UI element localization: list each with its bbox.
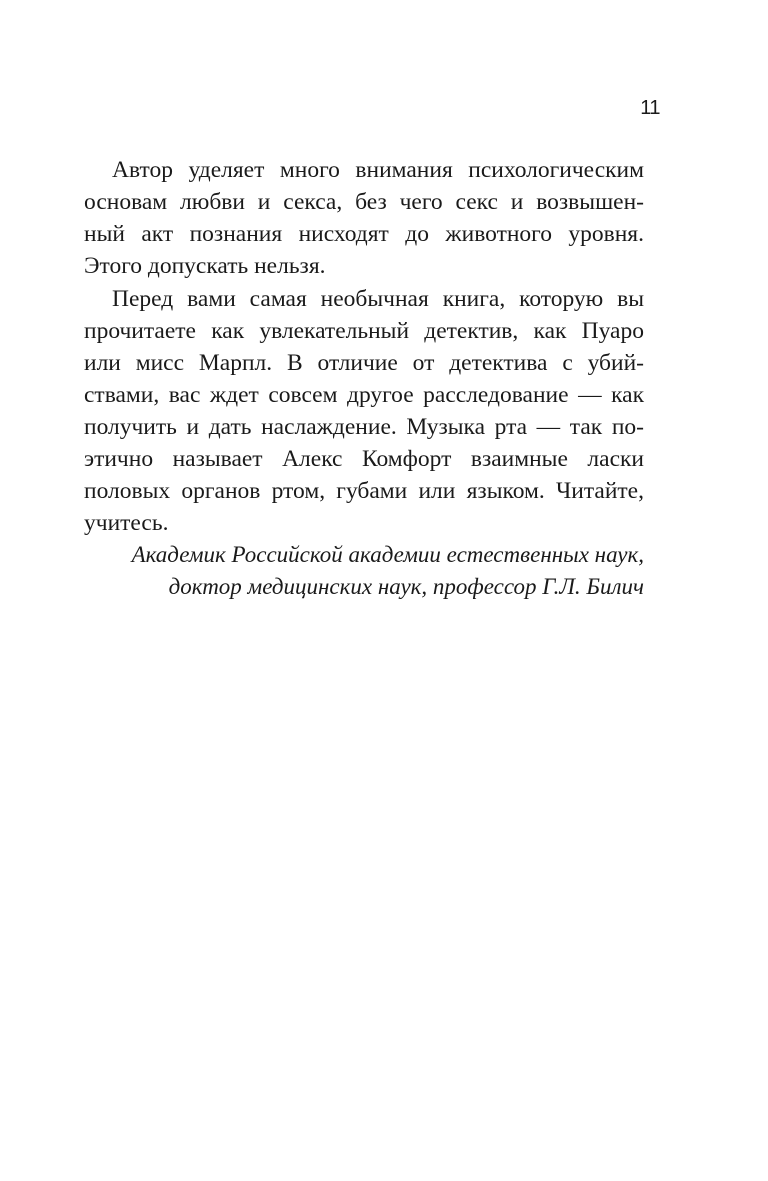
paragraph-line: или мисс Марпл. В отличие от детектива с убий- xyxy=(84,350,644,376)
paragraph-line: Автор уделяет много внимания психологическим xyxy=(112,157,644,183)
paragraph-line: Перед вами самая необычная книга, которую вы xyxy=(112,286,644,312)
paragraph-line: прочитаете как увлекательный детектив, как Пуаро xyxy=(84,318,644,344)
paragraph-line: основам любви и секса, без чего секс и возвышен- xyxy=(84,189,644,215)
signature-line-1: Академик Российской академии естественных наук, xyxy=(131,542,644,567)
paragraph-line: Этого допускать нельзя. xyxy=(84,253,326,279)
paragraph-line: половых органов ртом, губами или языком. Читайте, xyxy=(84,478,644,504)
paragraph-line: получить и дать наслаждение. Музыка рта — так по- xyxy=(84,414,644,440)
page-number: 11 xyxy=(640,97,660,119)
paragraph-line: ный акт познания нисходят до животного уровня. xyxy=(84,221,644,247)
paragraph-line: учитесь. xyxy=(84,510,169,536)
paragraph-line: ствами, вас ждет совсем другое расследование — как xyxy=(84,382,644,408)
signature-line-2: доктор медицинских наук, профессор Г.Л. Билич xyxy=(168,574,644,599)
paragraph-line: этично называет Алекс Комфорт взаимные ласки xyxy=(84,446,644,472)
